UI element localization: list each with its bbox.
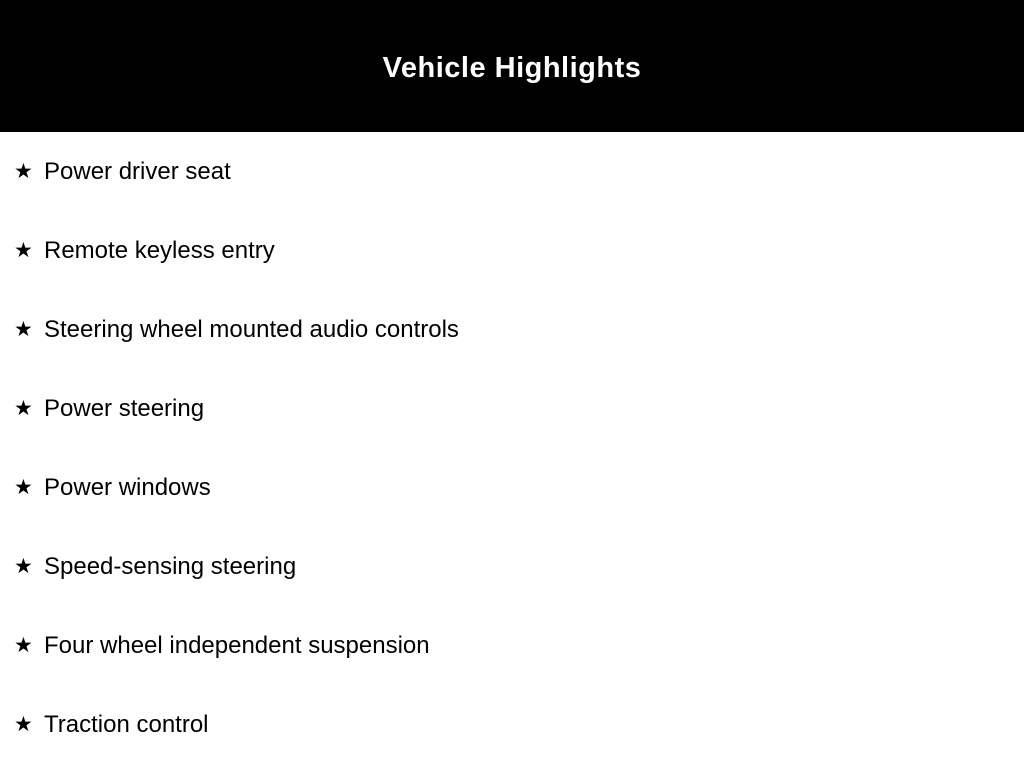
page-title: Vehicle Highlights (382, 51, 642, 84)
header-bar (0, 0, 1024, 132)
list-item (12, 159, 1004, 184)
list-item (12, 554, 1004, 579)
list-item (12, 238, 1004, 263)
list-item-label: Speed-sensing steering (44, 553, 297, 580)
list-item-label: Remote keyless entry (44, 237, 275, 264)
black-star-icon: ★ (14, 634, 33, 657)
list-item (12, 317, 1004, 342)
list-item-label: Steering wheel mounted audio controls (44, 316, 459, 343)
black-star-icon: ★ (14, 318, 33, 341)
list-item (12, 475, 1004, 500)
black-star-icon: ★ (14, 160, 33, 183)
list-item-label: Power windows (44, 474, 211, 501)
list-item (12, 712, 1004, 737)
list-item (12, 633, 1004, 658)
black-star-icon: ★ (14, 555, 33, 578)
list-item (12, 396, 1004, 421)
list-item-label: Four wheel independent suspension (44, 632, 430, 659)
black-star-icon: ★ (14, 713, 33, 736)
black-star-icon: ★ (14, 476, 33, 499)
list-item-label: Traction control (44, 711, 209, 738)
black-star-icon: ★ (14, 397, 33, 420)
list-item-label: Power steering (44, 395, 205, 422)
black-star-icon: ★ (14, 239, 33, 262)
list-item-label: Power driver seat (44, 158, 231, 185)
highlights-list (0, 132, 1024, 737)
